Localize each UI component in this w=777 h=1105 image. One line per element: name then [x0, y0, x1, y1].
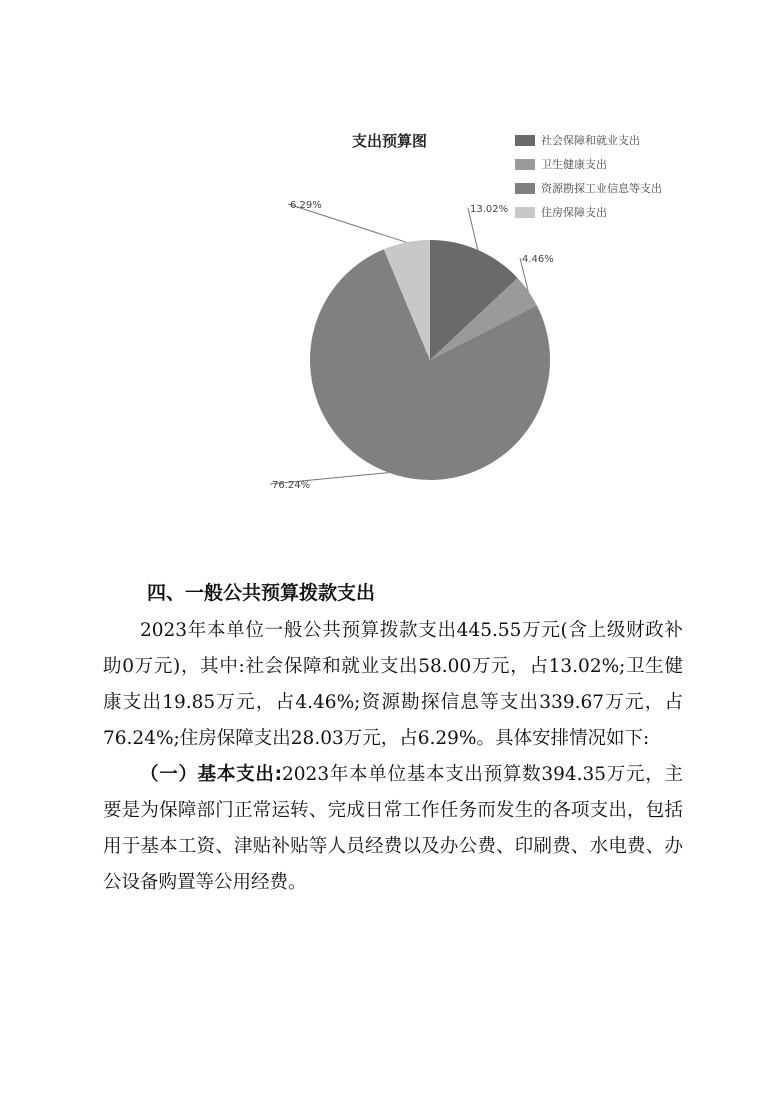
chart-legend [515, 128, 662, 224]
legend-swatch [515, 159, 535, 170]
legend-item [515, 200, 662, 224]
data-label: 6.29% [290, 200, 322, 211]
legend-item [515, 176, 662, 200]
paragraph-1: 2023年本单位一般公共预算拨款支出445.55万元(含上级财政补助0万元)，其中:社会保障和就业支出58.00万元，占13.02%;卫生健康支出19.85万元，占4.46%;资源勘探信息等支出339.67万元，占76.24%;住房保障支出28.03万元，占6.29%。具体安排情况如下: [103, 620, 683, 749]
data-label: 76.24% [272, 480, 311, 491]
legend-label: 卫生健康支出 [541, 158, 607, 171]
legend-swatch [515, 207, 535, 218]
section-heading: 四、一般公共预算拨款支出 [147, 582, 376, 604]
legend-item [515, 128, 662, 152]
legend-swatch [515, 135, 535, 146]
legend-label: 住房保障支出 [541, 206, 607, 219]
legend-swatch [515, 183, 535, 194]
paragraph-2 [103, 757, 683, 901]
chart-title: 支出预算图 [352, 132, 428, 150]
data-label: 4.46% [522, 254, 554, 265]
legend-label: 社会保障和就业支出 [541, 134, 640, 147]
paragraph-2-text: 2023年本单位基本支出预算数394.35万元，主要是为保障部门正常运转、完成日常工作任务而发生的各项支出，包括用于基本工资、津贴补贴等人员经费以及办公费、印刷费、水电费、办公设备购置等公用经费。 [103, 764, 683, 893]
legend-label: 资源勘探工业信息等支出 [541, 182, 662, 195]
section-body [103, 613, 683, 901]
data-label: 13.02% [470, 204, 509, 215]
legend-item [515, 152, 662, 176]
paragraph-2-label: （一）基本支出: [140, 764, 283, 785]
